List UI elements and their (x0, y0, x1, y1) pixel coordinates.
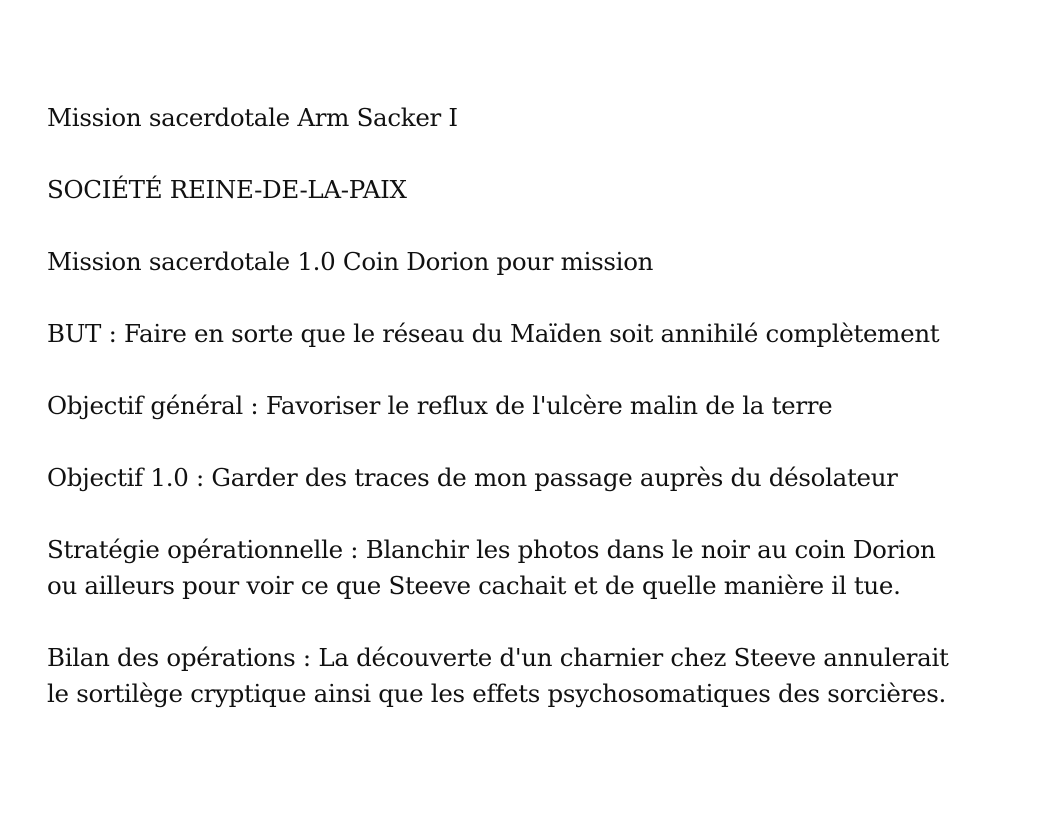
strategie-line-2: ou ailleurs pour voir ce que Steeve cachait et de quelle manière il tue. (47, 571, 901, 600)
document-title: Mission sacerdotale Arm Sacker I (47, 103, 458, 132)
strategie-paragraph (47, 532, 1037, 604)
bilan-paragraph (47, 640, 1037, 712)
bilan-line-2: le sortilège cryptique ainsi que les effets psychosomatiques des sorcières. (47, 679, 946, 708)
objectif-general-line: Objectif général : Favoriser le reflux de l'ulcère malin de la terre (47, 391, 833, 420)
but-line: BUT : Faire en sorte que le réseau du Maïden soit annihilé complètement (47, 319, 940, 348)
society-name: SOCIÉTÉ REINE-DE-LA-PAIX (47, 175, 407, 204)
strategie-line-1: Stratégie opérationnelle : Blanchir les photos dans le noir au coin Dorion (47, 535, 936, 564)
objectif-1-line: Objectif 1.0 : Garder des traces de mon passage auprès du désolateur (47, 463, 898, 492)
document-body (47, 100, 1037, 748)
mission-line: Mission sacerdotale 1.0 Coin Dorion pour mission (47, 247, 654, 276)
bilan-line-1: Bilan des opérations : La découverte d'un charnier chez Steeve annulerait (47, 643, 949, 672)
